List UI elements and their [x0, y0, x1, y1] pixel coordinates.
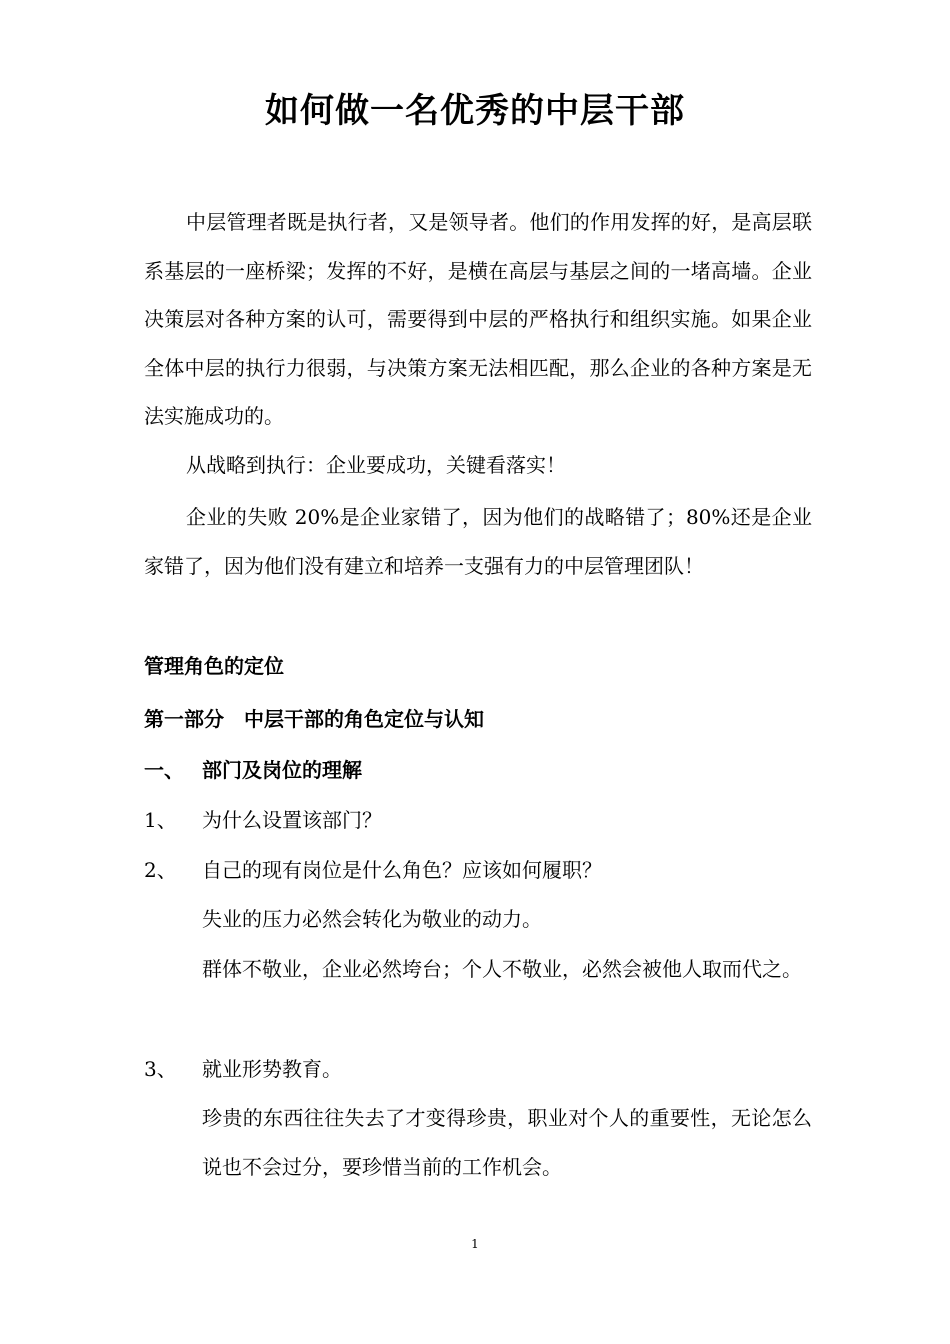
list-item-text: 就业形势教育。	[202, 1057, 342, 1081]
list-item-note: 失业的压力必然会转化为敬业的动力。	[202, 907, 542, 931]
section-heading: 管理角色的定位	[144, 654, 284, 678]
part-heading: 第一部分 中层干部的角色定位与认知	[144, 707, 484, 731]
list-item-number: 3、	[144, 1057, 177, 1081]
intro-paragraph: 中层管理者既是执行者，又是领导者。他们的作用发挥的好，是高层联系基层的一座桥梁；发挥的不好，是横在高层与基层之间的一堵高墙。企业决策层对各种方案的认可，需要得到中层的严格执行和组织实施。如果企业全体中层的执行力很弱，与决策方案无法相匹配，那么企业的各种方案是无法实施成功的。	[144, 210, 812, 428]
list-item-text: 为什么设置该部门？	[202, 808, 382, 832]
intro-paragraph: 从战略到执行：企业要成功，关键看落实！	[186, 453, 566, 477]
section-number: 一、	[144, 758, 184, 782]
page-number: 1	[471, 1237, 479, 1251]
intro-paragraph: 企业的失败 20%是企业家错了，因为他们的战略错了；80%还是企业家错了，因为他们没有建立和培养一支强有力的中层管理团队！	[144, 505, 812, 578]
list-item-text: 自己的现有岗位是什么角色？应该如何履职？	[202, 858, 602, 882]
document-title: 如何做一名优秀的中层干部	[265, 91, 685, 131]
section-title: 部门及岗位的理解	[202, 758, 362, 782]
list-item-number: 2、	[144, 858, 177, 882]
list-item-number: 1、	[144, 808, 177, 832]
list-item-note: 群体不敬业，企业必然垮台；个人不敬业，必然会被他人取而代之。	[202, 957, 802, 981]
list-item-note: 珍贵的东西往往失去了才变得珍贵，职业对个人的重要性，无论怎么说也不会过分，要珍惜当前的工作机会。	[202, 1106, 812, 1179]
